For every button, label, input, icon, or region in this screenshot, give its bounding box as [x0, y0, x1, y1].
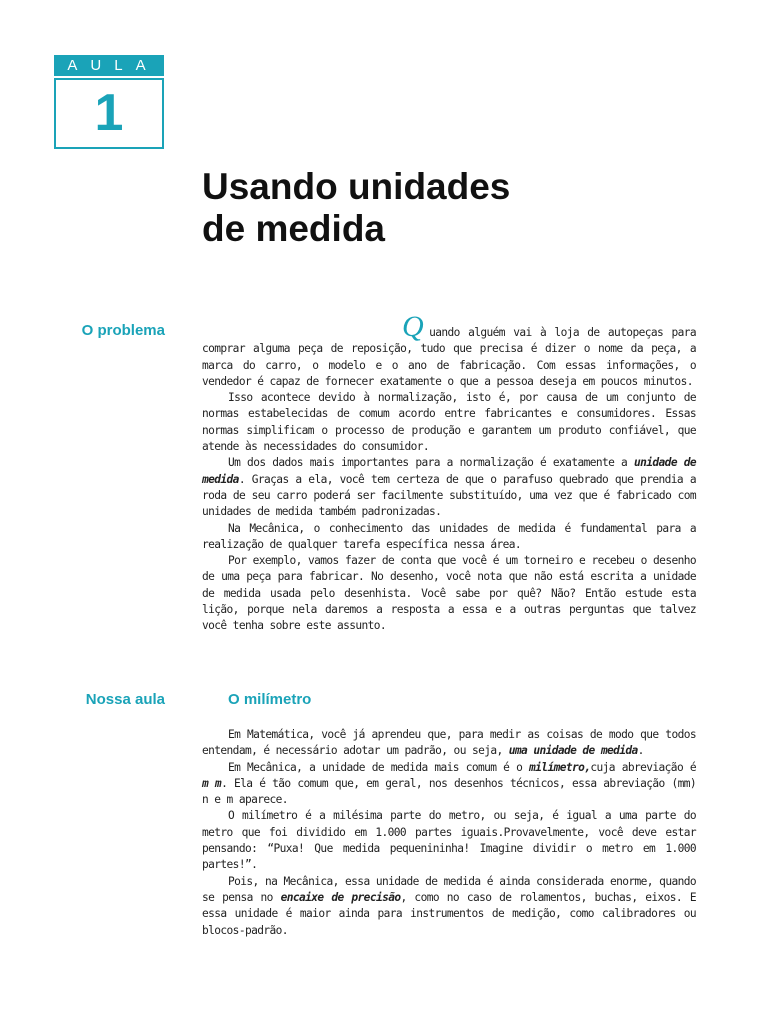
paragraph: Na Mecânica, o conhecimento das unidades de medida é fundamental para a realização de qualquer tarefa específica nessa área.: [202, 521, 696, 551]
lesson-number: 1: [54, 78, 164, 149]
emphasis: encaixe de precisão: [280, 890, 401, 904]
lesson-body: [202, 727, 696, 939]
paragraph: Por exemplo, vamos fazer de conta que você é um torneiro e recebeu o desenho de uma peça para fabricar. No desenho, você nota que não está escrita a unidade de medida usada pelo desenhista. Você sabe por quê? Não? Então estude esta lição, porque nela daremos a resposta a essa e a outras perguntas que talvez você tenha sobre este assunto.: [202, 554, 696, 633]
page-title: [202, 166, 652, 250]
subsection-heading: O milímetro: [228, 691, 312, 708]
paragraph: Isso acontece devido à normalização, isto é, por causa de um conjunto de normas estabelecidas de comum acordo entre fabricantes e consumidores. Essas normas simplificam o processo de produção e garantem um produto confiável, que atende às necessidades do consumidor.: [202, 391, 696, 454]
title-line-2: de medida: [202, 208, 385, 249]
paragraph: Em Matemática, você já aprendeu que, para medir as coisas de modo que todos entendam, é necessário adotar um padrão, ou seja, uma unidade de medida.: [202, 728, 696, 758]
emphasis: uma unidade de medida: [508, 744, 638, 758]
lesson-label: AULA: [54, 55, 164, 76]
drop-cap: Q: [402, 310, 424, 343]
emphasis: m m: [202, 776, 222, 790]
section-heading-lesson: Nossa aula: [85, 691, 165, 708]
lesson-badge: [54, 55, 164, 149]
paragraph: Pois, na Mecânica, essa unidade de medida é ainda considerada enorme, quando se pensa no encaixe de precisão, como no caso de rolamentos, buchas, eixos. E essa unidade é maior ainda para instrumentos de medição, como calibradores ou blocos-padrão.: [202, 874, 696, 937]
section-heading-problem: O problema: [81, 322, 165, 339]
emphasis: milímetro,: [529, 760, 591, 774]
title-line-1: Usando unidades: [202, 166, 511, 207]
paragraph: O milímetro é a milésima parte do metro, ou seja, é igual a uma parte do metro que foi dividido em 1.000 partes iguais.Provavelmente, você deve estar pensando: “Puxa! Que medida pequenininha! Imagine dividir o metro em 1.000 partes!”.: [202, 809, 696, 872]
problem-body: [202, 310, 697, 635]
emphasis: unidade de medida: [202, 456, 697, 486]
paragraph: Quando alguém vai à loja de autopeças para comprar alguma peça de reposição, tudo que precisa é dizer o nome da peça, a marca do carro, o modelo e o ano de fabricação. Com essas informações, o vendedor é capaz de fornecer exatamente o que a pessoa deseja em poucos minutos.: [202, 310, 696, 388]
paragraph: Em Mecânica, a unidade de medida mais comum é o milímetro,cuja abreviação é m m. Ela é tão comum que, em geral, nos desenhos técnicos, essa abreviação (mm) n e m aparece.: [202, 760, 696, 807]
paragraph: Um dos dados mais importantes para a normalização é exatamente a unidade de medida. Graças a ela, você tem certeza de que o parafuso quebrado que prendia a roda de seu carro poderá ser facilmente substituído, uma vez que é fabricado com unidades de medida também padronizadas.: [202, 456, 697, 519]
